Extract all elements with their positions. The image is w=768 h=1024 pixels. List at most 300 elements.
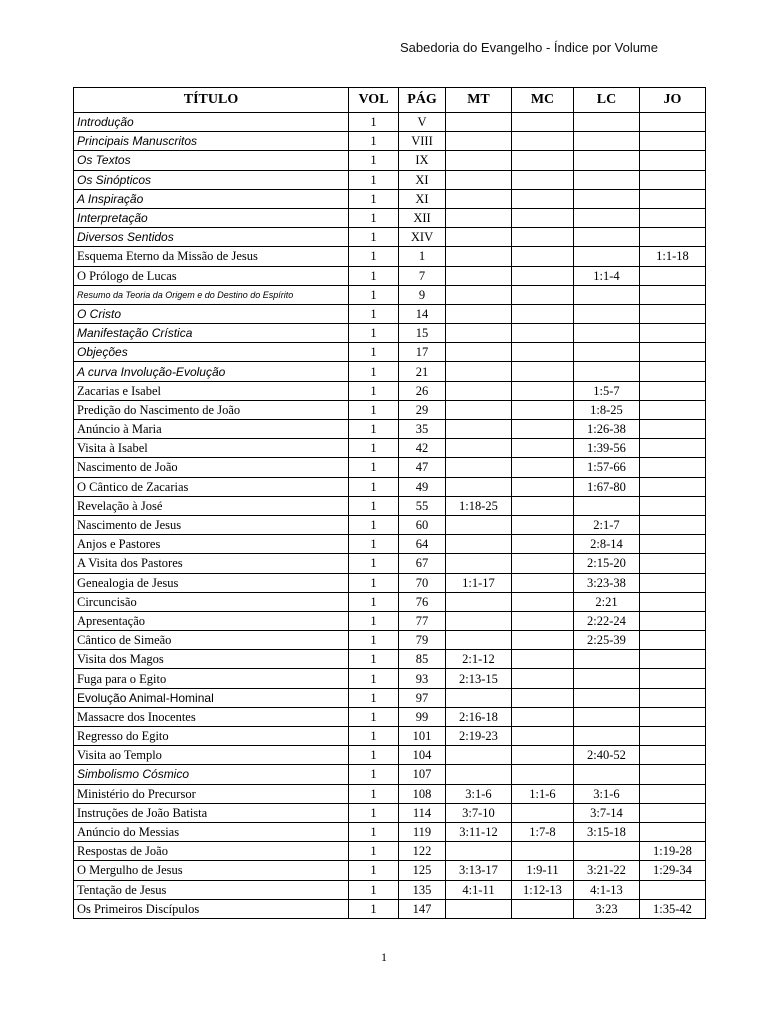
cell-mc <box>512 208 574 227</box>
cell-lc <box>574 189 640 208</box>
cell-titulo: Massacre dos Inocentes <box>74 707 349 726</box>
cell-vol: 1 <box>349 688 399 707</box>
cell-jo <box>640 170 706 189</box>
table-body <box>74 113 706 919</box>
table-row <box>74 650 706 669</box>
cell-mc <box>512 631 574 650</box>
cell-pag: 85 <box>399 650 446 669</box>
table-row <box>74 880 706 899</box>
cell-vol: 1 <box>349 400 399 419</box>
cell-jo <box>640 631 706 650</box>
cell-lc <box>574 247 640 266</box>
cell-jo <box>640 266 706 285</box>
table-row <box>74 343 706 362</box>
cell-mt <box>446 439 512 458</box>
cell-pag: 35 <box>399 420 446 439</box>
table-row <box>74 439 706 458</box>
cell-pag: 70 <box>399 573 446 592</box>
cell-pag: 17 <box>399 343 446 362</box>
cell-titulo: Manifestação Crística <box>74 324 349 343</box>
cell-jo: 1:19-28 <box>640 842 706 861</box>
cell-lc <box>574 765 640 784</box>
cell-vol: 1 <box>349 765 399 784</box>
cell-lc <box>574 669 640 688</box>
table-row <box>74 515 706 534</box>
cell-mc <box>512 113 574 132</box>
cell-titulo: Visita à Isabel <box>74 439 349 458</box>
cell-mc <box>512 381 574 400</box>
cell-titulo: O Prólogo de Lucas <box>74 266 349 285</box>
cell-titulo: Genealogia de Jesus <box>74 573 349 592</box>
cell-mc <box>512 515 574 534</box>
cell-lc <box>574 113 640 132</box>
cell-lc <box>574 132 640 151</box>
cell-titulo: A Inspiração <box>74 189 349 208</box>
cell-vol: 1 <box>349 189 399 208</box>
cell-lc <box>574 324 640 343</box>
cell-pag: 79 <box>399 631 446 650</box>
cell-mt: 3:13-17 <box>446 861 512 880</box>
cell-pag: 108 <box>399 784 446 803</box>
cell-jo <box>640 592 706 611</box>
cell-jo <box>640 880 706 899</box>
cell-vol: 1 <box>349 496 399 515</box>
cell-jo <box>640 803 706 822</box>
cell-jo <box>640 439 706 458</box>
cell-mc <box>512 170 574 189</box>
cell-vol: 1 <box>349 803 399 822</box>
table-row <box>74 803 706 822</box>
column-header-titulo: TÍTULO <box>74 88 349 113</box>
table-row <box>74 727 706 746</box>
cell-mc <box>512 304 574 323</box>
cell-mt <box>446 592 512 611</box>
cell-mc <box>512 477 574 496</box>
cell-vol: 1 <box>349 362 399 381</box>
cell-mc <box>512 247 574 266</box>
cell-pag: 49 <box>399 477 446 496</box>
cell-titulo: Os Textos <box>74 151 349 170</box>
cell-pag: 135 <box>399 880 446 899</box>
cell-lc: 3:15-18 <box>574 822 640 841</box>
cell-mt <box>446 420 512 439</box>
cell-mt <box>446 343 512 362</box>
cell-mc <box>512 842 574 861</box>
cell-jo <box>640 151 706 170</box>
cell-mc <box>512 688 574 707</box>
cell-mt <box>446 151 512 170</box>
cell-vol: 1 <box>349 247 399 266</box>
cell-titulo: Visita dos Magos <box>74 650 349 669</box>
cell-mc: 1:9-11 <box>512 861 574 880</box>
cell-titulo: Respostas de João <box>74 842 349 861</box>
cell-jo: 1:35-42 <box>640 899 706 918</box>
cell-pag: 147 <box>399 899 446 918</box>
cell-titulo: Diversos Sentidos <box>74 228 349 247</box>
cell-titulo: O Mergulho de Jesus <box>74 861 349 880</box>
cell-vol: 1 <box>349 611 399 630</box>
cell-titulo: Esquema Eterno da Missão de Jesus <box>74 247 349 266</box>
cell-mt <box>446 535 512 554</box>
cell-mc <box>512 592 574 611</box>
cell-lc: 1:1-4 <box>574 266 640 285</box>
cell-mt <box>446 477 512 496</box>
table-row <box>74 189 706 208</box>
cell-lc: 1:5-7 <box>574 381 640 400</box>
table-row <box>74 170 706 189</box>
cell-pag: 114 <box>399 803 446 822</box>
cell-lc <box>574 343 640 362</box>
table-row <box>74 842 706 861</box>
cell-mt: 3:11-12 <box>446 822 512 841</box>
cell-mt: 3:7-10 <box>446 803 512 822</box>
table-row <box>74 228 706 247</box>
table-row <box>74 688 706 707</box>
cell-jo <box>640 228 706 247</box>
cell-vol: 1 <box>349 170 399 189</box>
cell-pag: IX <box>399 151 446 170</box>
cell-mt <box>446 458 512 477</box>
cell-lc: 2:40-52 <box>574 746 640 765</box>
cell-mc <box>512 611 574 630</box>
cell-mc <box>512 669 574 688</box>
table-row <box>74 458 706 477</box>
cell-lc: 2:15-20 <box>574 554 640 573</box>
cell-jo <box>640 477 706 496</box>
table-row <box>74 420 706 439</box>
cell-titulo: Objeções <box>74 343 349 362</box>
cell-lc <box>574 285 640 304</box>
cell-jo <box>640 285 706 304</box>
cell-vol: 1 <box>349 535 399 554</box>
cell-mt <box>446 554 512 573</box>
cell-titulo: Zacarias e Isabel <box>74 381 349 400</box>
cell-mt <box>446 208 512 227</box>
cell-lc <box>574 151 640 170</box>
cell-pag: 67 <box>399 554 446 573</box>
cell-vol: 1 <box>349 439 399 458</box>
cell-lc <box>574 304 640 323</box>
cell-jo <box>640 707 706 726</box>
cell-jo <box>640 132 706 151</box>
cell-mt: 4:1-11 <box>446 880 512 899</box>
cell-jo <box>640 554 706 573</box>
cell-lc: 3:21-22 <box>574 861 640 880</box>
cell-lc <box>574 362 640 381</box>
cell-vol: 1 <box>349 113 399 132</box>
cell-lc: 1:8-25 <box>574 400 640 419</box>
cell-mt <box>446 285 512 304</box>
cell-titulo: Ministério do Precursor <box>74 784 349 803</box>
cell-vol: 1 <box>349 208 399 227</box>
cell-mc <box>512 899 574 918</box>
cell-mt <box>446 132 512 151</box>
cell-mc <box>512 324 574 343</box>
cell-titulo: O Cristo <box>74 304 349 323</box>
cell-mt: 3:1-6 <box>446 784 512 803</box>
cell-pag: 7 <box>399 266 446 285</box>
cell-titulo: A Visita dos Pastores <box>74 554 349 573</box>
cell-mt <box>446 170 512 189</box>
column-header-vol: VOL <box>349 88 399 113</box>
cell-jo <box>640 746 706 765</box>
cell-pag: 29 <box>399 400 446 419</box>
table-row <box>74 324 706 343</box>
cell-mc <box>512 285 574 304</box>
cell-mc: 1:1-6 <box>512 784 574 803</box>
cell-vol: 1 <box>349 420 399 439</box>
cell-jo <box>640 208 706 227</box>
cell-pag: 15 <box>399 324 446 343</box>
cell-mt <box>446 688 512 707</box>
cell-mc: 1:7-8 <box>512 822 574 841</box>
cell-jo <box>640 765 706 784</box>
cell-jo <box>640 784 706 803</box>
cell-pag: XI <box>399 189 446 208</box>
page-number: 1 <box>381 950 387 964</box>
table-row <box>74 304 706 323</box>
cell-titulo: Principais Manuscritos <box>74 132 349 151</box>
cell-mt <box>446 400 512 419</box>
cell-mt <box>446 515 512 534</box>
table-row <box>74 496 706 515</box>
cell-pag: 76 <box>399 592 446 611</box>
cell-titulo: Interpretação <box>74 208 349 227</box>
cell-jo: 1:29-34 <box>640 861 706 880</box>
cell-mt <box>446 304 512 323</box>
table-row <box>74 822 706 841</box>
cell-jo <box>640 822 706 841</box>
cell-jo <box>640 650 706 669</box>
cell-titulo: Simbolismo Cósmico <box>74 765 349 784</box>
cell-pag: 107 <box>399 765 446 784</box>
cell-vol: 1 <box>349 631 399 650</box>
cell-mc <box>512 650 574 669</box>
cell-pag: 119 <box>399 822 446 841</box>
table-row <box>74 362 706 381</box>
table-row <box>74 899 706 918</box>
cell-pag: 122 <box>399 842 446 861</box>
table-header-row <box>74 88 706 113</box>
cell-jo <box>640 324 706 343</box>
table-row <box>74 554 706 573</box>
cell-lc: 2:25-39 <box>574 631 640 650</box>
cell-lc: 1:67-80 <box>574 477 640 496</box>
cell-pag: XIV <box>399 228 446 247</box>
cell-lc <box>574 228 640 247</box>
cell-pag: 101 <box>399 727 446 746</box>
table-row <box>74 535 706 554</box>
cell-mt <box>446 765 512 784</box>
cell-pag: 77 <box>399 611 446 630</box>
cell-lc <box>574 208 640 227</box>
cell-mt: 1:18-25 <box>446 496 512 515</box>
cell-mt <box>446 266 512 285</box>
cell-lc <box>574 650 640 669</box>
cell-mt <box>446 611 512 630</box>
cell-mc <box>512 362 574 381</box>
cell-vol: 1 <box>349 746 399 765</box>
cell-jo <box>640 189 706 208</box>
cell-mc <box>512 727 574 746</box>
cell-lc: 3:1-6 <box>574 784 640 803</box>
cell-titulo: Circuncisão <box>74 592 349 611</box>
cell-jo <box>640 362 706 381</box>
table-row <box>74 746 706 765</box>
cell-pag: V <box>399 113 446 132</box>
cell-jo <box>640 304 706 323</box>
table-row <box>74 400 706 419</box>
cell-mt <box>446 381 512 400</box>
cell-vol: 1 <box>349 592 399 611</box>
column-header-mt: MT <box>446 88 512 113</box>
cell-pag: 9 <box>399 285 446 304</box>
cell-titulo: Introdução <box>74 113 349 132</box>
cell-mc <box>512 765 574 784</box>
cell-lc <box>574 496 640 515</box>
cell-mc <box>512 458 574 477</box>
cell-mt: 2:19-23 <box>446 727 512 746</box>
cell-jo <box>640 669 706 688</box>
cell-vol: 1 <box>349 842 399 861</box>
cell-titulo: Anúncio do Messias <box>74 822 349 841</box>
table-row <box>74 381 706 400</box>
cell-pag: 99 <box>399 707 446 726</box>
cell-mt <box>446 362 512 381</box>
cell-vol: 1 <box>349 477 399 496</box>
cell-mt <box>446 247 512 266</box>
cell-jo: 1:1-18 <box>640 247 706 266</box>
cell-mc <box>512 228 574 247</box>
cell-mt <box>446 113 512 132</box>
cell-pag: VIII <box>399 132 446 151</box>
cell-vol: 1 <box>349 707 399 726</box>
cell-lc: 1:26-38 <box>574 420 640 439</box>
cell-titulo: Fuga para o Egito <box>74 669 349 688</box>
cell-mc <box>512 707 574 726</box>
cell-titulo: Anúncio à Maria <box>74 420 349 439</box>
cell-mc <box>512 439 574 458</box>
cell-mt <box>446 228 512 247</box>
table-row <box>74 631 706 650</box>
cell-vol: 1 <box>349 304 399 323</box>
cell-pag: XII <box>399 208 446 227</box>
table-row <box>74 208 706 227</box>
table-row <box>74 707 706 726</box>
cell-jo <box>640 496 706 515</box>
cell-lc: 2:22-24 <box>574 611 640 630</box>
cell-vol: 1 <box>349 573 399 592</box>
cell-vol: 1 <box>349 458 399 477</box>
table-row <box>74 285 706 304</box>
table-row <box>74 611 706 630</box>
cell-pag: 97 <box>399 688 446 707</box>
cell-titulo: Nascimento de Jesus <box>74 515 349 534</box>
cell-mc <box>512 746 574 765</box>
cell-lc: 1:39-56 <box>574 439 640 458</box>
cell-vol: 1 <box>349 151 399 170</box>
cell-titulo: Apresentação <box>74 611 349 630</box>
cell-pag: 21 <box>399 362 446 381</box>
cell-titulo: Revelação à José <box>74 496 349 515</box>
cell-jo <box>640 381 706 400</box>
cell-pag: 1 <box>399 247 446 266</box>
column-header-jo: JO <box>640 88 706 113</box>
table-row <box>74 592 706 611</box>
cell-pag: 26 <box>399 381 446 400</box>
cell-titulo: Nascimento de João <box>74 458 349 477</box>
column-header-lc: LC <box>574 88 640 113</box>
cell-pag: 60 <box>399 515 446 534</box>
cell-lc: 2:21 <box>574 592 640 611</box>
cell-vol: 1 <box>349 228 399 247</box>
cell-jo <box>640 458 706 477</box>
cell-pag: 64 <box>399 535 446 554</box>
cell-lc: 2:8-14 <box>574 535 640 554</box>
table-row <box>74 669 706 688</box>
cell-mc <box>512 573 574 592</box>
cell-jo <box>640 573 706 592</box>
cell-mt <box>446 324 512 343</box>
cell-titulo: Resumo da Teoria da Origem e do Destino do Espírito <box>74 285 349 304</box>
cell-lc <box>574 688 640 707</box>
cell-pag: XI <box>399 170 446 189</box>
cell-vol: 1 <box>349 822 399 841</box>
cell-vol: 1 <box>349 669 399 688</box>
cell-mc <box>512 151 574 170</box>
column-header-pag: PÁG <box>399 88 446 113</box>
cell-mt: 2:13-15 <box>446 669 512 688</box>
cell-lc: 3:23-38 <box>574 573 640 592</box>
cell-titulo: Predição do Nascimento de João <box>74 400 349 419</box>
cell-mc: 1:12-13 <box>512 880 574 899</box>
cell-mc <box>512 189 574 208</box>
cell-jo <box>640 400 706 419</box>
cell-mc <box>512 343 574 362</box>
table-row <box>74 247 706 266</box>
cell-jo <box>640 535 706 554</box>
cell-mc <box>512 420 574 439</box>
cell-mt <box>446 899 512 918</box>
cell-jo <box>640 611 706 630</box>
cell-vol: 1 <box>349 554 399 573</box>
cell-jo <box>640 420 706 439</box>
cell-titulo: A curva Involução-Evolução <box>74 362 349 381</box>
page-header: Sabedoria do Evangelho - Índice por Volume <box>399 40 658 55</box>
column-header-mc: MC <box>512 88 574 113</box>
index-table <box>73 87 706 919</box>
cell-pag: 42 <box>399 439 446 458</box>
cell-mc <box>512 535 574 554</box>
cell-titulo: Visita ao Templo <box>74 746 349 765</box>
cell-titulo: Tentação de Jesus <box>74 880 349 899</box>
table-row <box>74 113 706 132</box>
cell-jo <box>640 515 706 534</box>
table-row <box>74 573 706 592</box>
cell-mt <box>446 842 512 861</box>
cell-lc <box>574 727 640 746</box>
cell-lc: 4:1-13 <box>574 880 640 899</box>
cell-lc: 1:57-66 <box>574 458 640 477</box>
cell-lc <box>574 707 640 726</box>
cell-jo <box>640 343 706 362</box>
cell-lc <box>574 842 640 861</box>
table-row <box>74 784 706 803</box>
cell-mt: 1:1-17 <box>446 573 512 592</box>
cell-vol: 1 <box>349 880 399 899</box>
cell-titulo: Instruções de João Batista <box>74 803 349 822</box>
cell-pag: 55 <box>399 496 446 515</box>
